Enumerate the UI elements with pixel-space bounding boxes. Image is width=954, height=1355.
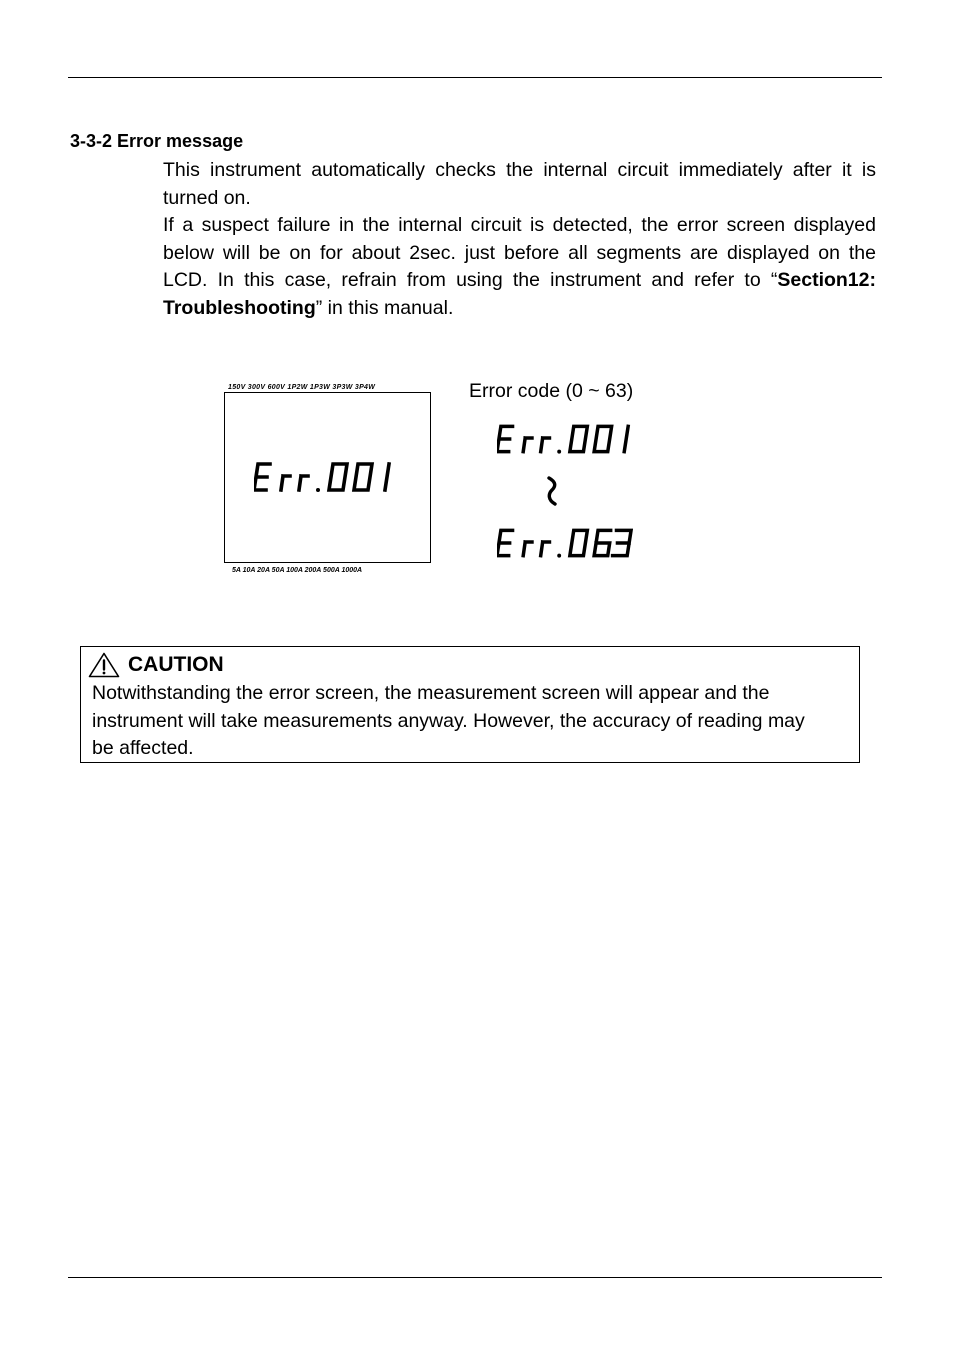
lcd-range-labels-top: 150V 300V 600V 1P2W 1P3W 3P3W 3P4W bbox=[228, 384, 376, 391]
footer-rule bbox=[68, 1277, 882, 1278]
paragraph-2-main: If a suspect failure in the internal circuit is detected, the error screen displayed below will be on for about 2sec. just before all segments are displayed on the LCD. In this case, refrain from using the instrument and refer to “ bbox=[163, 214, 876, 291]
paragraph-2-end: ” in this manual. bbox=[315, 296, 454, 319]
paragraph-1: This instrument automatically checks the internal circuit immediately after it is turned on. bbox=[163, 159, 876, 209]
header-rule bbox=[68, 77, 882, 78]
warning-triangle-icon bbox=[88, 652, 120, 678]
troubleshooting-reference: Section12: Troubleshooting bbox=[163, 269, 876, 319]
error-code-caption: Error code (0 ~ 63) bbox=[469, 380, 634, 402]
error-code-last bbox=[497, 528, 633, 558]
caution-title bbox=[88, 652, 224, 678]
paragraph-2 bbox=[163, 212, 876, 322]
caution-label: CAUTION bbox=[128, 653, 224, 676]
lcd-range-labels-bottom: 5A 10A 20A 50A 100A 200A 500A 1000A bbox=[232, 567, 363, 574]
section-heading: 3-3-2 Error message bbox=[70, 131, 244, 151]
body-text bbox=[163, 157, 876, 322]
range-tilde-icon bbox=[545, 476, 561, 506]
caution-text: Notwithstanding the error screen, the measurement screen will appear and the instrument will take measurements anyway. However, the accuracy of reading may be affected. bbox=[92, 682, 805, 759]
error-code-first bbox=[497, 424, 633, 454]
lcd-error-readout bbox=[254, 462, 394, 492]
